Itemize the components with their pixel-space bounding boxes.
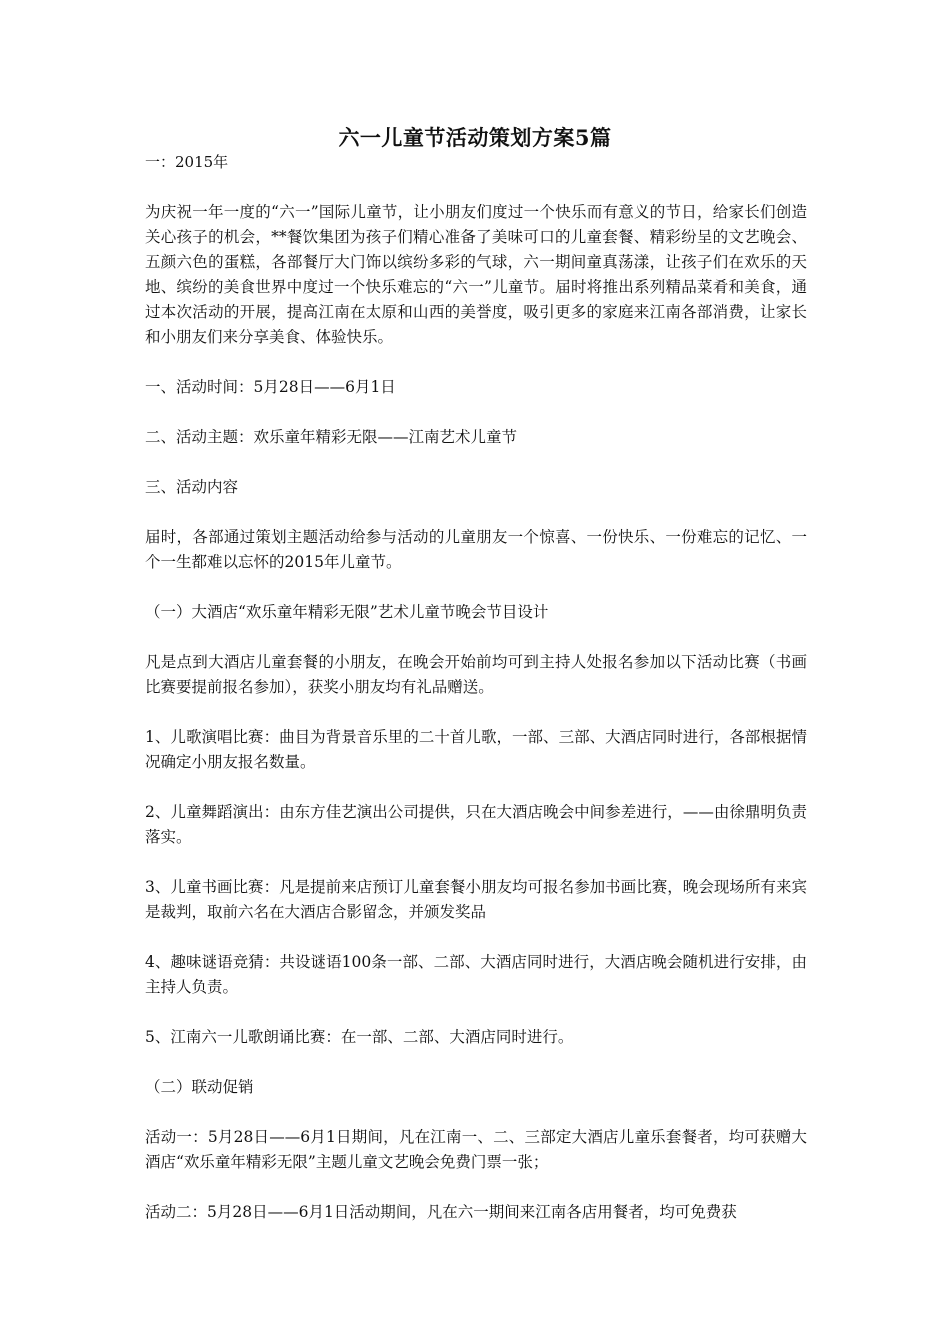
- paragraph-activity-content: 届时，各部通过策划主题活动给参与活动的儿童朋友一个惊喜、一份快乐、一份难忘的记忆、一个一生都难以忘怀的2015年儿童节。: [145, 528, 807, 571]
- paragraph-section-2-heading: （二）联动促销: [145, 1078, 254, 1096]
- paragraph-item-2: 2、儿童舞蹈演出：由东方佳艺演出公司提供，只在大酒店晚会中间参差进行，——由徐鼎明负责落实。: [145, 803, 807, 846]
- document-body: [145, 200, 807, 1250]
- paragraph-section-1-intro: 凡是点到大酒店儿童套餐的小朋友，在晚会开始前均可到主持人处报名参加以下活动比赛（书画比赛要提前报名参加），获奖小朋友均有礼品赠送。: [145, 653, 807, 696]
- paragraph-section-1-heading: （一）大酒店“欢乐童年精彩无限”艺术儿童节晚会节目设计: [145, 603, 549, 621]
- paragraph-promo-1: 活动一：5月28日——6月1日期间，凡在江南一、二、三部定大酒店儿童乐套餐者，均可获赠大酒店“欢乐童年精彩无限”主题儿童文艺晚会免费门票一张；: [145, 1128, 807, 1171]
- paragraph-item-1: 1、儿歌演唱比赛：曲目为背景音乐里的二十首儿歌，一部、三部、大酒店同时进行，各部根据情况确定小朋友报名数量。: [145, 728, 807, 771]
- document-title: 六一儿童节活动策划方案5篇: [338, 125, 612, 150]
- paragraph-activity-content-heading: 三、活动内容: [145, 478, 239, 496]
- paragraph-item-5: 5、江南六一儿歌朗诵比赛：在一部、二部、大酒店同时进行。: [145, 1028, 574, 1046]
- paragraph-item-3: 3、儿童书画比赛：凡是提前来店预订儿童套餐小朋友均可报名参加书画比赛，晚会现场所有来宾是裁判，取前六名在大酒店合影留念，并颁发奖品: [145, 878, 807, 921]
- paragraph-intro: 为庆祝一年一度的“六一”国际儿童节，让小朋友们度过一个快乐而有意义的节日，给家长们创造关心孩子的机会，**餐饮集团为孩子们精心准备了美味可口的儿童套餐、精彩纷呈的文艺晚会、五颜六色的蛋糕，各部餐厅大门饰以缤纷多彩的气球，六一期间童真荡漾，让孩子们在欢乐的天地、缤纷的美食世界中度过一个快乐难忘的“六一”儿童节。届时将推出系列精品菜肴和美食，通过本次活动的开展，提高江南在太原和山西的美誉度，吸引更多的家庭来江南各部消费，让家长和小朋友们来分享美食、体验快乐。: [145, 203, 807, 346]
- document-subtitle: 一：2015年: [145, 153, 229, 171]
- paragraph-activity-time: 一、活动时间：5月28日——6月1日: [145, 378, 396, 396]
- paragraph-activity-theme: 二、活动主题：欢乐童年精彩无限——江南艺术儿童节: [145, 428, 518, 446]
- paragraph-item-4: 4、趣味谜语竞猜：共设谜语100条一部、二部、大酒店同时进行，大酒店晚会随机进行安排，由主持人负责。: [145, 953, 807, 996]
- paragraph-promo-2: 活动二：5月28日——6月1日活动期间，凡在六一期间来江南各店用餐者，均可免费获: [145, 1203, 737, 1221]
